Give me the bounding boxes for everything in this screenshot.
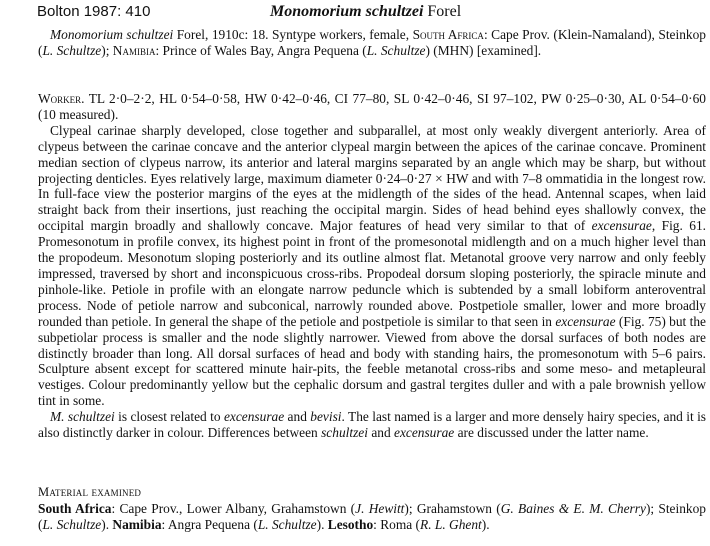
page-header bbox=[37, 3, 597, 25]
taxon-name: Monomorium schultzei bbox=[50, 27, 174, 42]
species-name: schultzei bbox=[365, 3, 424, 20]
species-author: Forel bbox=[427, 3, 462, 20]
country-south-africa: South Africa bbox=[38, 500, 112, 516]
country-namibia: Namibia bbox=[112, 42, 156, 58]
worker-description bbox=[38, 91, 706, 441]
description-paragraph: Clypeal carinae sharply developed, close together and subparallel, at most only weakly divergent anteriorly. Area of clypeus between the carinae concave and the anterior clypeal margin between the apices of the carinae concave. Prominent median section of clypeus narrow, its anterior and lateral margins separated by an angle which may be sharp, but without projecting denticles. Eyes relatively large, maximum diameter 0·24–0·27 × HW and with 7–8 ommatidia in the longest row. In full-face view the posterior margins of the eyes at the midlength of the sides of the head. Antennal scapes, when laid straight back from their insertions, just reaching the occipital margin. Sides of head behind eyes shallowly convex, the occipital margin broadly and shallowly concave. Major features of head very similar to that of excensurae, Fig. 61. Promesonotum in profile convex, its highest point in front of the promesonotal midlength and on a much higher level than the propodeum. Mesonotum sloping posteriorly and its outline almost flat. Metanotal groove very narrow and only feebly impressed, traversed by short and inconspicuous cross-ribs. Propodeal dorsum sloping posteriorly, the spiracle minute and pinhole-like. Petiole in profile with an elongate narrow peduncle which is subtended by a small lobiform anteroventral process. Node of petiole narrow and subconical, narrowly rounded above. Postpetiole smaller, lower and more broadly rounded than petiole. In general the shape of the petiole and postpetiole is similar to that seen in excensurae (Fig. 75) but the subpetiolar process is smaller and the node slightly narrower. Viewed from above the dorsal surfaces of both nodes are distinctly broader than long. All dorsal surfaces of head and body with standing hairs, the promesonotum with 5–6 pairs. Sculpture absent except for scattered minute hair-pits, the feeble metanotal cross-ribs and some meso- and metapleural vestiges. Colour predominantly yellow but the cephalic dorsum and gastral tergites duller and with a pale brownish yellow tint in some. bbox=[38, 122, 706, 409]
collector: L. Schultze bbox=[366, 42, 426, 58]
country-namibia: Namibia bbox=[112, 516, 162, 532]
collector: L. Schultze bbox=[42, 42, 102, 58]
country-lesotho: Lesotho bbox=[327, 516, 374, 532]
country-south-africa: South Africa bbox=[412, 27, 484, 42]
material-examined bbox=[38, 485, 706, 533]
synonymy-paragraph: Monomorium schultzei Forel, 1910c: 18. Syntype workers, female, South Africa: Cape Prov. (Klein-Namaland), Steinkop (L. Schultze); Namibia: Prince of Wales Bay, Angra Pequena (L. Schultze) (MHN) [examined]. bbox=[38, 27, 706, 58]
species-title bbox=[270, 3, 461, 21]
measurements: Worker. TL 2·0–2·2, HL 0·54–0·58, HW 0·42–0·46, CI 77–80, SL 0·42–0·46, SI 97–102, PW 0·25–0·30, AL 0·54–0·60 (10 measured). bbox=[38, 91, 706, 122]
material-heading: Material examined bbox=[38, 485, 142, 499]
worker-label: Worker. bbox=[38, 91, 85, 106]
material-list: South Africa: Cape Prov., Lower Albany, Grahamstown (J. Hewitt); Grahamstown (G. Baines & E. M. Cherry); Steinkop (L. Schultze). Namibia: Angra Pequena (L. Schultze). Lesotho: Roma (R. L. Ghent). bbox=[38, 500, 706, 532]
genus-name: Monomorium bbox=[270, 3, 362, 20]
citation: Bolton 1987: 410 bbox=[37, 3, 151, 20]
comparison-paragraph: M. schultzei is closest related to excensurae and bevisi. The last named is a larger and more densely hairy species, and it is also distinctly darker in colour. Differences between schultzei and excensurae are discussed under the latter name. bbox=[38, 409, 707, 441]
